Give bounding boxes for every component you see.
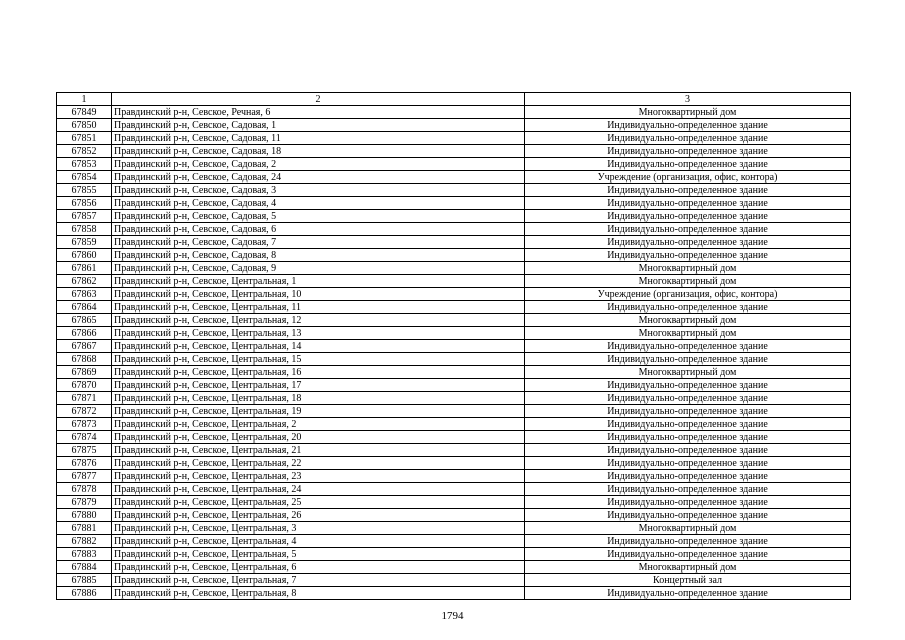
row-address-cell: Правдинский р-н, Севское, Центральная, 16 — [112, 366, 525, 379]
row-address-cell: Правдинский р-н, Севское, Речная, 6 — [112, 106, 525, 119]
row-address-cell: Правдинский р-н, Севское, Садовая, 1 — [112, 119, 525, 132]
table-row — [57, 587, 851, 600]
row-type-cell: Индивидуально-определенное здание — [525, 405, 851, 418]
row-address-cell: Правдинский р-н, Севское, Центральная, 5 — [112, 548, 525, 561]
row-type-cell: Индивидуально-определенное здание — [525, 496, 851, 509]
row-address-cell: Правдинский р-н, Севское, Центральная, 7 — [112, 574, 525, 587]
table-row — [57, 223, 851, 236]
row-address-cell: Правдинский р-н, Севское, Центральная, 26 — [112, 509, 525, 522]
row-type-cell: Многоквартирный дом — [525, 522, 851, 535]
header-col-1: 1 — [57, 93, 112, 106]
table-row — [57, 483, 851, 496]
row-id-cell: 67868 — [57, 353, 112, 366]
row-type-cell: Индивидуально-определенное здание — [525, 379, 851, 392]
row-id-cell: 67851 — [57, 132, 112, 145]
row-id-cell: 67858 — [57, 223, 112, 236]
row-address-cell: Правдинский р-н, Севское, Садовая, 7 — [112, 236, 525, 249]
row-id-cell: 67856 — [57, 197, 112, 210]
row-id-cell: 67882 — [57, 535, 112, 548]
row-address-cell: Правдинский р-н, Севское, Центральная, 18 — [112, 392, 525, 405]
row-type-cell: Индивидуально-определенное здание — [525, 418, 851, 431]
row-id-cell: 67878 — [57, 483, 112, 496]
header-col-2: 2 — [112, 93, 525, 106]
row-id-cell: 67884 — [57, 561, 112, 574]
row-id-cell: 67864 — [57, 301, 112, 314]
table-row — [57, 301, 851, 314]
row-id-cell: 67860 — [57, 249, 112, 262]
row-address-cell: Правдинский р-н, Севское, Центральная, 6 — [112, 561, 525, 574]
row-id-cell: 67861 — [57, 262, 112, 275]
row-id-cell: 67885 — [57, 574, 112, 587]
row-id-cell: 67883 — [57, 548, 112, 561]
row-address-cell: Правдинский р-н, Севское, Садовая, 5 — [112, 210, 525, 223]
row-id-cell: 67880 — [57, 509, 112, 522]
row-address-cell: Правдинский р-н, Севское, Центральная, 4 — [112, 535, 525, 548]
table-row — [57, 132, 851, 145]
table-row — [57, 210, 851, 223]
row-address-cell: Правдинский р-н, Севское, Центральная, 22 — [112, 457, 525, 470]
table-row — [57, 405, 851, 418]
row-address-cell: Правдинский р-н, Севское, Садовая, 8 — [112, 249, 525, 262]
row-id-cell: 67850 — [57, 119, 112, 132]
page-number: 1794 — [441, 610, 464, 622]
row-address-cell: Правдинский р-н, Севское, Центральная, 19 — [112, 405, 525, 418]
row-address-cell: Правдинский р-н, Севское, Садовая, 4 — [112, 197, 525, 210]
row-id-cell: 67859 — [57, 236, 112, 249]
row-address-cell: Правдинский р-н, Севское, Центральная, 3 — [112, 522, 525, 535]
row-id-cell: 67874 — [57, 431, 112, 444]
row-type-cell: Индивидуально-определенное здание — [525, 431, 851, 444]
row-type-cell: Индивидуально-определенное здание — [525, 535, 851, 548]
table-row — [57, 249, 851, 262]
row-address-cell: Правдинский р-н, Севское, Садовая, 24 — [112, 171, 525, 184]
row-type-cell: Индивидуально-определенное здание — [525, 236, 851, 249]
table-header-row — [57, 93, 851, 106]
table-row — [57, 431, 851, 444]
table-row — [57, 522, 851, 535]
row-id-cell: 67855 — [57, 184, 112, 197]
row-type-cell: Индивидуально-определенное здание — [525, 483, 851, 496]
row-id-cell: 67867 — [57, 340, 112, 353]
row-type-cell: Многоквартирный дом — [525, 314, 851, 327]
row-type-cell: Индивидуально-определенное здание — [525, 457, 851, 470]
table-row — [57, 444, 851, 457]
row-address-cell: Правдинский р-н, Севское, Центральная, 13 — [112, 327, 525, 340]
row-type-cell: Многоквартирный дом — [525, 327, 851, 340]
row-address-cell: Правдинский р-н, Севское, Центральная, 24 — [112, 483, 525, 496]
row-id-cell: 67849 — [57, 106, 112, 119]
row-id-cell: 67873 — [57, 418, 112, 431]
table-row — [57, 145, 851, 158]
row-address-cell: Правдинский р-н, Севское, Центральная, 15 — [112, 353, 525, 366]
row-type-cell: Многоквартирный дом — [525, 106, 851, 119]
row-id-cell: 67857 — [57, 210, 112, 223]
row-type-cell: Индивидуально-определенное здание — [525, 340, 851, 353]
row-type-cell: Индивидуально-определенное здание — [525, 197, 851, 210]
table-row — [57, 353, 851, 366]
row-address-cell: Правдинский р-н, Севское, Центральная, 14 — [112, 340, 525, 353]
table-row — [57, 379, 851, 392]
table-row — [57, 548, 851, 561]
row-id-cell: 67866 — [57, 327, 112, 340]
row-address-cell: Правдинский р-н, Севское, Центральная, 12 — [112, 314, 525, 327]
table-row — [57, 327, 851, 340]
table-row — [57, 236, 851, 249]
row-id-cell: 67877 — [57, 470, 112, 483]
row-type-cell: Учреждение (организация, офис, контора) — [525, 171, 851, 184]
table-row — [57, 314, 851, 327]
row-id-cell: 67853 — [57, 158, 112, 171]
row-address-cell: Правдинский р-н, Севское, Центральная, 20 — [112, 431, 525, 444]
row-type-cell: Индивидуально-определенное здание — [525, 444, 851, 457]
table-row — [57, 457, 851, 470]
table-row — [57, 535, 851, 548]
row-type-cell: Индивидуально-определенное здание — [525, 145, 851, 158]
row-type-cell: Индивидуально-определенное здание — [525, 548, 851, 561]
table-row — [57, 288, 851, 301]
row-type-cell: Индивидуально-определенное здание — [525, 509, 851, 522]
row-type-cell: Индивидуально-определенное здание — [525, 301, 851, 314]
row-type-cell: Индивидуально-определенное здание — [525, 158, 851, 171]
row-type-cell: Индивидуально-определенное здание — [525, 132, 851, 145]
row-type-cell: Индивидуально-определенное здание — [525, 223, 851, 236]
table-row — [57, 496, 851, 509]
row-type-cell: Индивидуально-определенное здание — [525, 210, 851, 223]
row-id-cell: 67863 — [57, 288, 112, 301]
row-type-cell: Многоквартирный дом — [525, 366, 851, 379]
row-id-cell: 67886 — [57, 587, 112, 600]
row-type-cell: Многоквартирный дом — [525, 561, 851, 574]
row-address-cell: Правдинский р-н, Севское, Центральная, 17 — [112, 379, 525, 392]
table-row — [57, 158, 851, 171]
row-address-cell: Правдинский р-н, Севское, Центральная, 11 — [112, 301, 525, 314]
row-address-cell: Правдинский р-н, Севское, Центральная, 21 — [112, 444, 525, 457]
table-row — [57, 574, 851, 587]
row-address-cell: Правдинский р-н, Севское, Центральная, 23 — [112, 470, 525, 483]
row-type-cell: Концертный зал — [525, 574, 851, 587]
table-row — [57, 275, 851, 288]
row-address-cell: Правдинский р-н, Севское, Садовая, 9 — [112, 262, 525, 275]
table-row — [57, 340, 851, 353]
row-type-cell: Индивидуально-определенное здание — [525, 392, 851, 405]
row-id-cell: 67869 — [57, 366, 112, 379]
row-type-cell: Многоквартирный дом — [525, 262, 851, 275]
table-row — [57, 171, 851, 184]
row-type-cell: Индивидуально-определенное здание — [525, 249, 851, 262]
row-id-cell: 67872 — [57, 405, 112, 418]
row-type-cell: Индивидуально-определенное здание — [525, 470, 851, 483]
table-row — [57, 366, 851, 379]
table-row — [57, 184, 851, 197]
header-col-3: 3 — [525, 93, 851, 106]
row-type-cell: Индивидуально-определенное здание — [525, 184, 851, 197]
row-type-cell: Индивидуально-определенное здание — [525, 119, 851, 132]
table-row — [57, 561, 851, 574]
table-row — [57, 418, 851, 431]
table-row — [57, 262, 851, 275]
row-id-cell: 67854 — [57, 171, 112, 184]
table-row — [57, 197, 851, 210]
row-id-cell: 67870 — [57, 379, 112, 392]
row-type-cell: Индивидуально-определенное здание — [525, 353, 851, 366]
row-id-cell: 67852 — [57, 145, 112, 158]
row-address-cell: Правдинский р-н, Севское, Центральная, 10 — [112, 288, 525, 301]
row-address-cell: Правдинский р-н, Севское, Садовая, 3 — [112, 184, 525, 197]
table-row — [57, 392, 851, 405]
row-type-cell: Индивидуально-определенное здание — [525, 587, 851, 600]
table-body — [57, 106, 851, 600]
row-id-cell: 67862 — [57, 275, 112, 288]
row-type-cell: Учреждение (организация, офис, контора) — [525, 288, 851, 301]
row-id-cell: 67871 — [57, 392, 112, 405]
row-id-cell: 67876 — [57, 457, 112, 470]
table-row — [57, 106, 851, 119]
row-address-cell: Правдинский р-н, Севское, Садовая, 2 — [112, 158, 525, 171]
row-id-cell: 67879 — [57, 496, 112, 509]
table-row — [57, 470, 851, 483]
row-id-cell: 67865 — [57, 314, 112, 327]
row-id-cell: 67881 — [57, 522, 112, 535]
row-id-cell: 67875 — [57, 444, 112, 457]
row-address-cell: Правдинский р-н, Севское, Центральная, 1 — [112, 275, 525, 288]
row-address-cell: Правдинский р-н, Севское, Садовая, 11 — [112, 132, 525, 145]
registry-table — [56, 92, 851, 600]
row-address-cell: Правдинский р-н, Севское, Центральная, 2 — [112, 418, 525, 431]
row-address-cell: Правдинский р-н, Севское, Центральная, 25 — [112, 496, 525, 509]
table-row — [57, 119, 851, 132]
row-address-cell: Правдинский р-н, Севское, Садовая, 18 — [112, 145, 525, 158]
row-type-cell: Многоквартирный дом — [525, 275, 851, 288]
row-address-cell: Правдинский р-н, Севское, Садовая, 6 — [112, 223, 525, 236]
table-row — [57, 509, 851, 522]
row-address-cell: Правдинский р-н, Севское, Центральная, 8 — [112, 587, 525, 600]
